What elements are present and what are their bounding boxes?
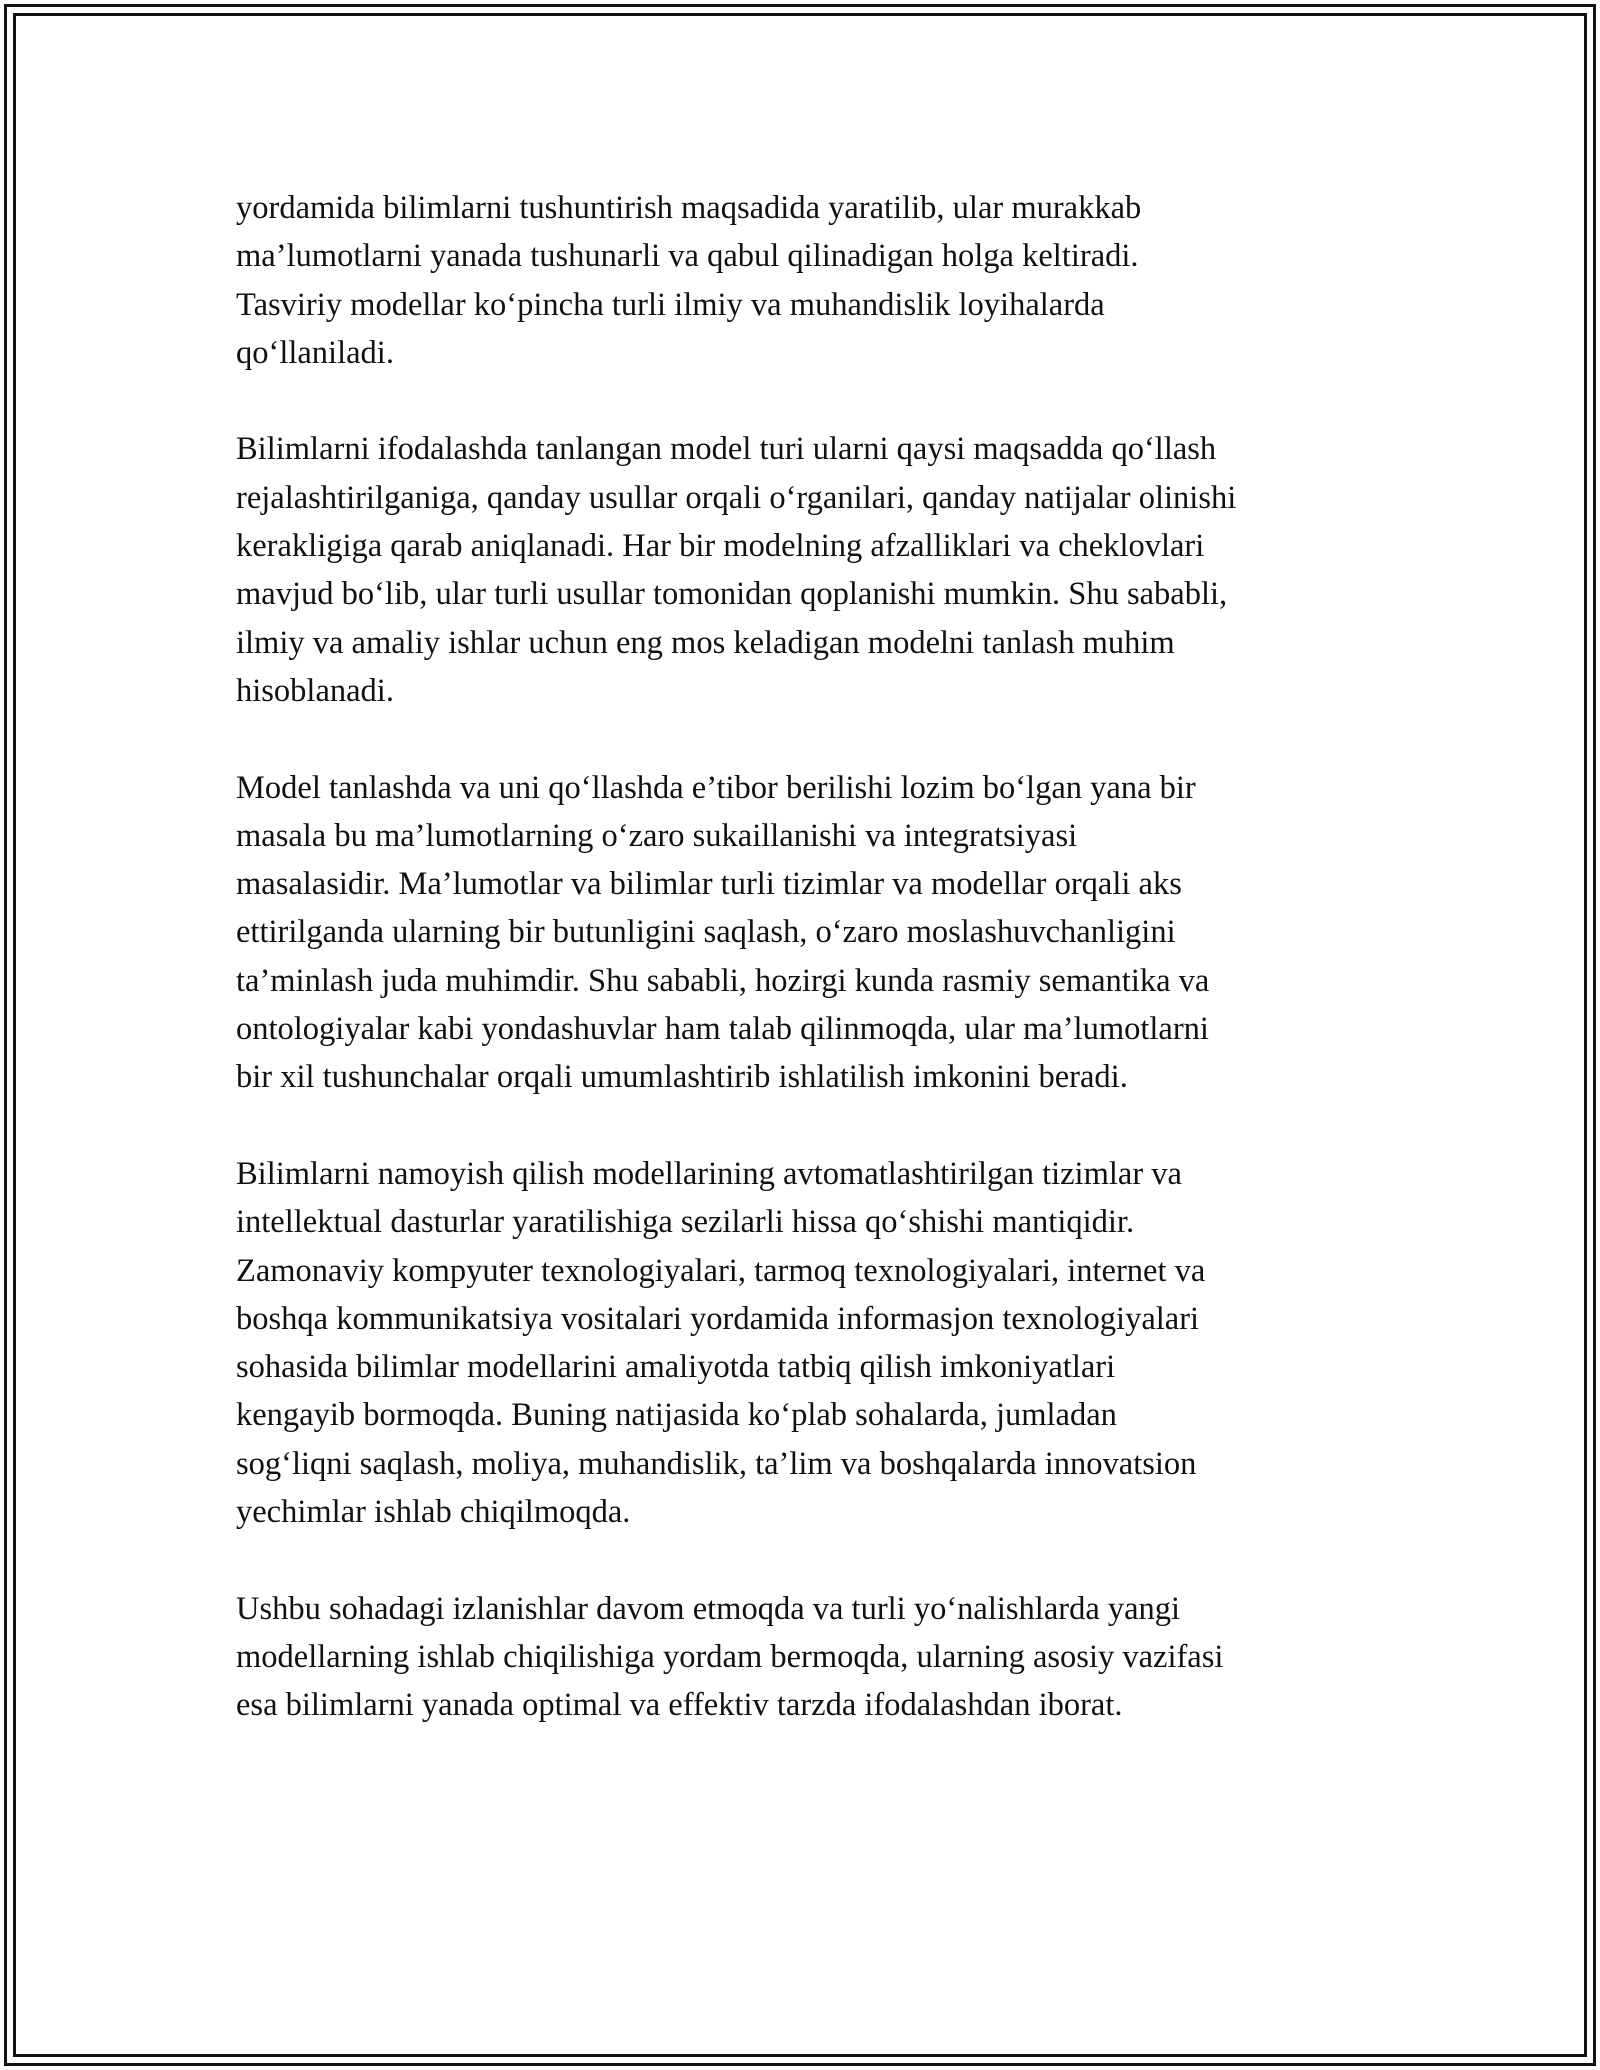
paragraph-1	[236, 184, 1376, 377]
paragraph-2	[236, 425, 1376, 715]
text-line: bir xil tushunchalar orqali umumlashtirib ishlatilish imkonini beradi.	[236, 1059, 1128, 1096]
text-line: ilmiy va amaliy ishlar uchun eng mos keladigan modelni tanlash muhim	[236, 624, 1175, 661]
text-line: rejalashtirilganiga, qanday usullar orqali o‘rganilari, qanday natijalar olinishi	[236, 479, 1237, 516]
text-line: ontologiyalar kabi yondashuvlar ham talab qilinmoqda, ular ma’lumotlarni	[236, 1011, 1209, 1048]
text-line: mavjud bo‘lib, ular turli usullar tomonidan qoplanishi mumkin. Shu sababli,	[236, 576, 1228, 613]
text-line: esa bilimlarni yanada optimal va effektiv tarzda ifodalashdan iborat.	[236, 1687, 1123, 1724]
paragraph-3	[236, 764, 1376, 1102]
text-line: masalasidir. Ma’lumotlar va bilimlar turli tizimlar va modellar orqali aks	[236, 866, 1182, 903]
text-line: boshqa kommunikatsiya vositalari yordamida informasjon texnologiyalari	[236, 1300, 1200, 1337]
text-line: Tasviriy modellar ko‘pincha turli ilmiy va muhandislik loyihalarda	[236, 286, 1105, 323]
text-line: Model tanlashda va uni qo‘llashda e’tibor berilishi lozim bo‘lgan yana bir	[236, 769, 1196, 806]
text-line: qo‘llaniladi.	[236, 334, 394, 371]
paragraph-5	[236, 1585, 1376, 1730]
text-line: intellektual dasturlar yaratilishiga sezilarli hissa qo‘shishi mantiqidir.	[236, 1204, 1135, 1241]
text-line: kengayib bormoqda. Buning natijasida ko‘plab sohalarda, jumladan	[236, 1397, 1117, 1434]
text-line: Bilimlarni ifodalashda tanlangan model turi ularni qaysi maqsadda qo‘llash	[236, 431, 1217, 468]
paragraph-4	[236, 1150, 1376, 1536]
text-line: Ushbu sohadagi izlanishlar davom etmoqda va turli yo‘nalishlarda yangi	[236, 1590, 1181, 1627]
text-line: ta’minlash juda muhimdir. Shu sababli, hozirgi kunda rasmiy semantika va	[236, 962, 1210, 999]
text-line: ettirilganda ularning bir butunligini saqlash, o‘zaro moslashuvchanligini	[236, 914, 1176, 951]
text-line: hisoblanadi.	[236, 672, 394, 709]
document-body	[236, 184, 1376, 1778]
text-line: masala bu ma’lumotlarning o‘zaro sukaillanishi va integratsiyasi	[236, 817, 1078, 854]
text-line: Zamonaviy kompyuter texnologiyalari, tarmoq texnologiyalari, internet va	[236, 1252, 1206, 1289]
text-line: yechimlar ishlab chiqilmoqda.	[236, 1494, 631, 1531]
text-line: kerakligiga qarab aniqlanadi. Har bir modelning afzalliklari va cheklovlari	[236, 528, 1205, 565]
text-line: sohasida bilimlar modellarini amaliyotda tatbiq qilish imkoniyatlari	[236, 1349, 1116, 1386]
text-line: Bilimlarni namoyish qilish modellarining avtomatlashtirilgan tizimlar va	[236, 1155, 1182, 1192]
text-line: ma’lumotlarni yanada tushunarli va qabul qilinadigan holga keltiradi.	[236, 238, 1139, 275]
text-line: yordamida bilimlarni tushuntirish maqsadida yaratilib, ular murakkab	[236, 190, 1142, 226]
text-line: sog‘liqni saqlash, moliya, muhandislik, ta’lim va boshqalarda innovatsion	[236, 1445, 1197, 1482]
text-line: modellarning ishlab chiqilishiga yordam bermoqda, ularning asosiy vazifasi	[236, 1638, 1224, 1675]
